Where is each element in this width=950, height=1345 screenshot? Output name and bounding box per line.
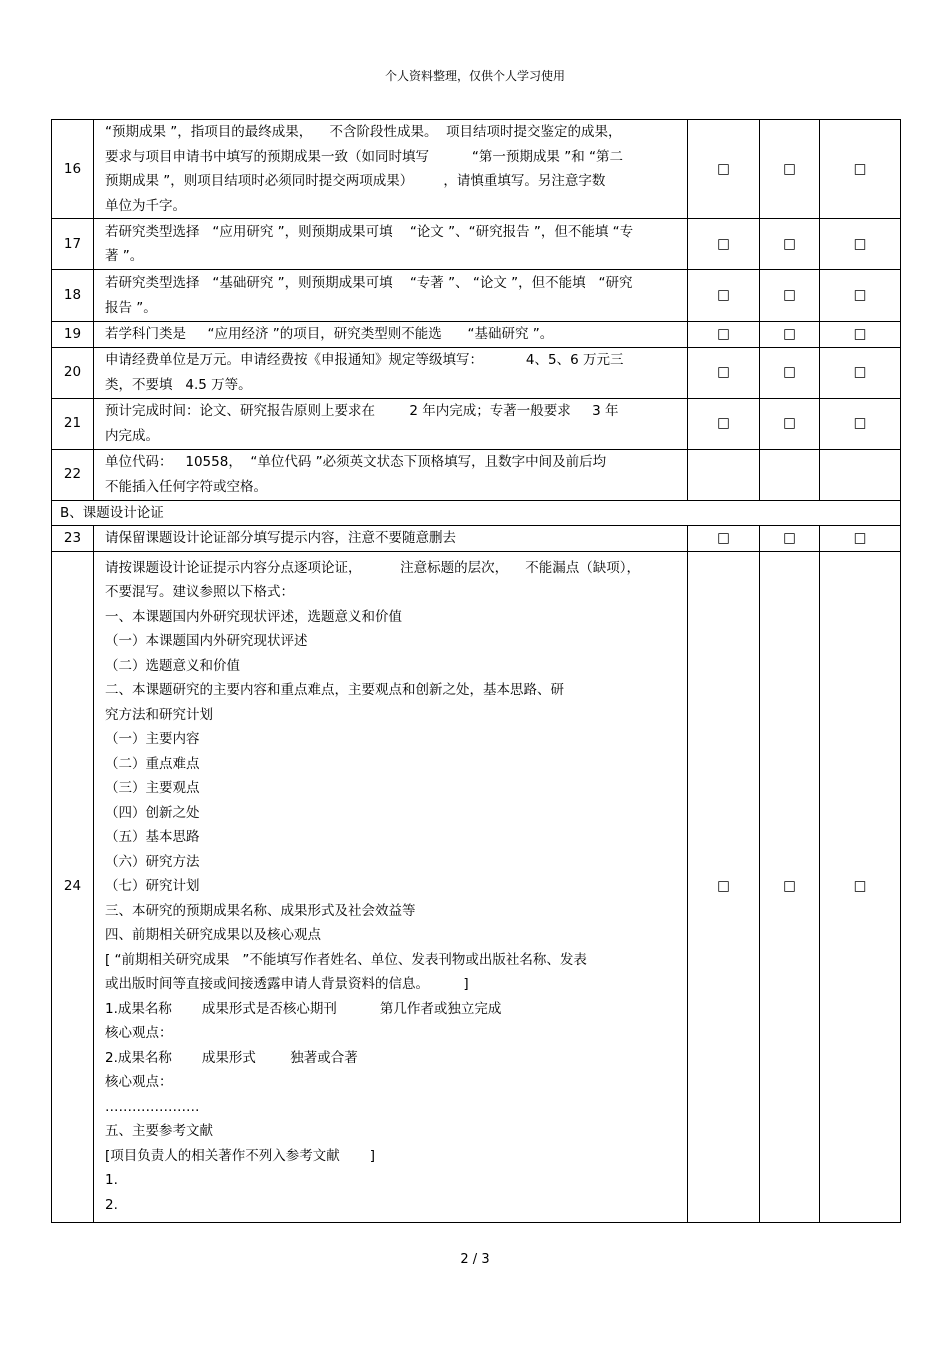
checkbox[interactable]: □ — [760, 551, 820, 1222]
content-line: 类，不要填 4.5 万等。 — [105, 376, 252, 393]
table-row — [52, 398, 901, 449]
row-number: 19 — [52, 322, 94, 348]
section-row — [52, 500, 901, 526]
content-line: （四）创新之处 — [105, 804, 200, 821]
checkbox[interactable]: □ — [760, 526, 820, 552]
checkbox[interactable]: □ — [820, 219, 901, 270]
checkbox[interactable]: □ — [820, 398, 901, 449]
content-line: 1. — [105, 1172, 118, 1189]
content-line: 一、本课题国内外研究现状评述，选题意义和价值 — [105, 608, 402, 625]
content-line: （二）重点难点 — [105, 755, 200, 772]
content-line: 五、主要参考文献 — [105, 1123, 213, 1140]
checkbox[interactable]: □ — [820, 526, 901, 552]
content-line: （七）研究计划 — [105, 878, 200, 895]
checkbox[interactable]: □ — [760, 120, 820, 219]
table-row — [52, 322, 901, 348]
content-line: 2.成果名称 成果形式 独著或合著 — [105, 1049, 358, 1066]
content-line: 不要混写。建议参照以下格式： — [105, 584, 294, 601]
checkbox[interactable]: □ — [688, 551, 760, 1222]
row-content: 请保留课题设计论证部分填写提示内容，注意不要随意删去 — [94, 526, 688, 552]
page-number: 2 / 3 — [460, 1252, 490, 1267]
content-line: 若研究类型选择 “应用研究 ”，则预期成果可填 “论文 ”、“研究报告 ”，但不能填 “专 — [105, 223, 634, 240]
content-line: 不能插入任何字符或空格。 — [105, 478, 267, 495]
row-number: 18 — [52, 270, 94, 322]
empty-check-cell — [760, 449, 820, 500]
content-line: [ “前期相关研究成果 ”不能填写作者姓名、单位、发表刊物或出版社名称、发表 — [105, 951, 587, 968]
checkbox[interactable]: □ — [760, 322, 820, 348]
content-line: （一）主要内容 — [105, 731, 200, 748]
content-line: 四、前期相关研究成果以及核心观点 — [105, 927, 321, 944]
content-line: 著 ”。 — [105, 248, 144, 264]
row-content — [94, 120, 688, 219]
checkbox[interactable]: □ — [820, 551, 901, 1222]
checkbox[interactable]: □ — [820, 120, 901, 219]
content-line: 核心观点： — [105, 1074, 173, 1091]
content-line: [项目负责人的相关著作不列入参考文献 ] — [105, 1147, 376, 1164]
empty-check-cell — [688, 449, 760, 500]
content-line: 预计完成时间：论文、研究报告原则上要求在 2 年内完成；专著一般要求 3 年 — [105, 403, 619, 419]
content-line: 核心观点： — [105, 1025, 173, 1042]
checkbox[interactable]: □ — [760, 219, 820, 270]
content-line: ………………… — [105, 1098, 200, 1115]
content-line: 二、本课题研究的主要内容和重点难点，主要观点和创新之处，基本思路、研 — [105, 682, 564, 699]
content-line: 要求与项目申请书中填写的预期成果一致（如同时填写 “第一预期成果 ”和 “第二 — [105, 148, 623, 165]
table-row — [52, 347, 901, 398]
row-content — [94, 449, 688, 500]
row-number: 16 — [52, 120, 94, 219]
content-line: 若研究类型选择 “基础研究 ”，则预期成果可填 “专著 ”、 “论文 ”，但不能填 “研究 — [105, 275, 633, 291]
checkbox[interactable]: □ — [760, 347, 820, 398]
checkbox[interactable]: □ — [688, 526, 760, 552]
table-row — [52, 270, 901, 322]
checklist-table — [51, 119, 901, 1223]
row-number: 22 — [52, 449, 94, 500]
row-number: 23 — [52, 526, 94, 552]
content-line: 预期成果 ”，则项目结项时必须同时提交两项成果） ，请慎重填写。另注意字数 — [105, 173, 606, 189]
content-line: 内完成。 — [105, 427, 159, 444]
row-number: 20 — [52, 347, 94, 398]
content-line: 1.成果名称 成果形式是否核心期刊 第几作者或独立完成 — [105, 1000, 502, 1017]
content-line: （六）研究方法 — [105, 853, 200, 870]
checkbox[interactable]: □ — [688, 270, 760, 322]
page-header: 个人资料整理，仅供个人学习使用 — [384, 69, 565, 83]
checkbox[interactable]: □ — [688, 120, 760, 219]
row-content — [94, 347, 688, 398]
content-line: “预期成果 ”，指项目的最终成果， 不含阶段性成果。 项目结项时提交鉴定的成果， — [105, 124, 622, 140]
row-number: 24 — [52, 551, 94, 1222]
content-line: 究方法和研究计划 — [105, 706, 213, 723]
checkbox[interactable]: □ — [820, 347, 901, 398]
content-line: 三、本研究的预期成果名称、成果形式及社会效益等 — [105, 902, 416, 919]
content-line: 单位为千字。 — [105, 197, 186, 214]
content-line: 申请经费单位是万元。申请经费按《申报通知》规定等级填写： 4、5、6 万元三 — [105, 352, 624, 368]
row-content — [94, 219, 688, 270]
checkbox[interactable]: □ — [820, 270, 901, 322]
checkbox[interactable]: □ — [688, 322, 760, 348]
content-line: 报告 ”。 — [105, 299, 157, 316]
table-row — [52, 120, 901, 219]
content-line: 请按课题设计论证提示内容分点逐项论证， 注意标题的层次， 不能漏点（缺项）， — [105, 559, 641, 576]
table-row — [52, 449, 901, 500]
content-line: （一）本课题国内外研究现状评述 — [105, 633, 308, 650]
checkbox[interactable]: □ — [820, 322, 901, 348]
checkbox[interactable]: □ — [760, 398, 820, 449]
checkbox[interactable]: □ — [688, 219, 760, 270]
row-content — [94, 551, 688, 1222]
section-title: B、课题设计论证 — [52, 500, 901, 526]
row-number: 21 — [52, 398, 94, 449]
row-number: 17 — [52, 219, 94, 270]
content-line: 若学科门类是 “应用经济 ”的项目，研究类型则不能选 “基础研究 ”。 — [105, 326, 554, 342]
checkbox[interactable]: □ — [688, 347, 760, 398]
row-content — [94, 398, 688, 449]
content-line: 2. — [105, 1196, 118, 1213]
checkbox[interactable]: □ — [688, 398, 760, 449]
row-content — [94, 322, 688, 348]
content-line: （三）主要观点 — [105, 780, 200, 797]
row-content — [94, 270, 688, 322]
content-line: （二）选题意义和价值 — [105, 657, 240, 674]
table-row — [52, 526, 901, 552]
table-row — [52, 219, 901, 270]
table-row — [52, 551, 901, 1222]
empty-check-cell — [820, 449, 901, 500]
content-line: 或出版时间等直接或间接透露申请人背景资料的信息。 ] — [105, 976, 469, 993]
checkbox[interactable]: □ — [760, 270, 820, 322]
content-line: 单位代码： 10558， “单位代码 ”必须英文状态下顶格填写，且数字中间及前后均 — [105, 454, 607, 470]
content-line: （五）基本思路 — [105, 829, 200, 846]
